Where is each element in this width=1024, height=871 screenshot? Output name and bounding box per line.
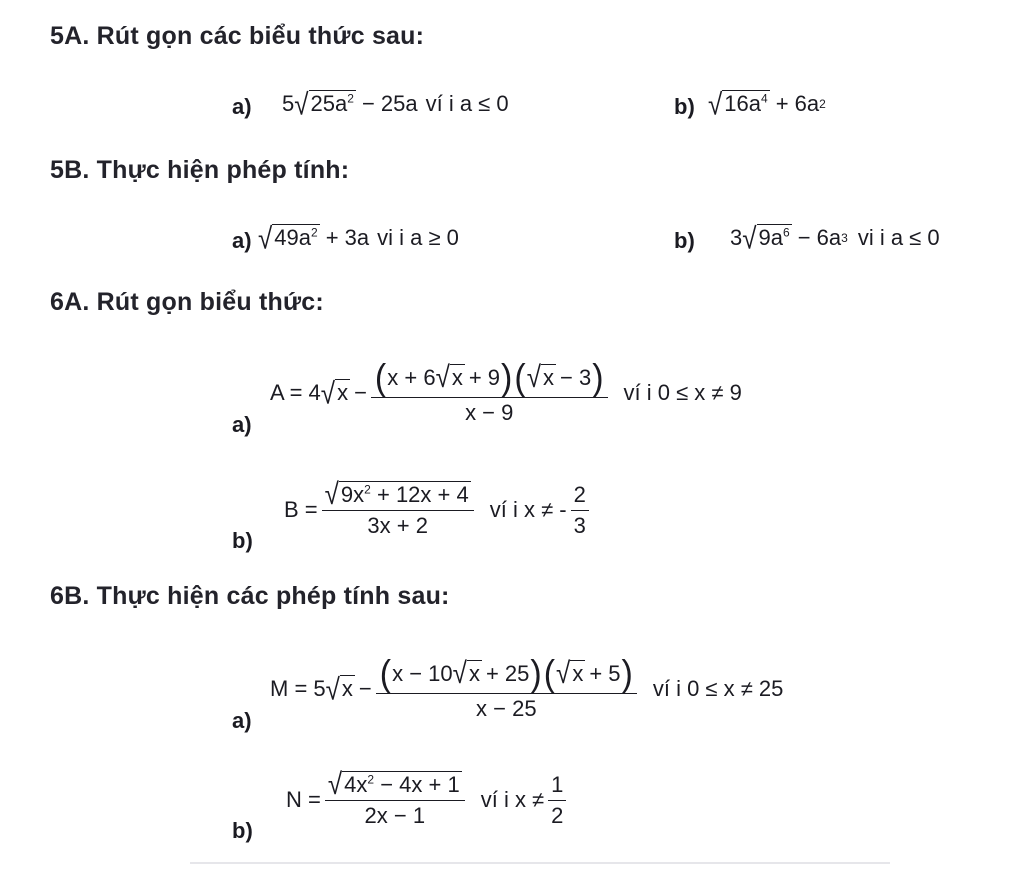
rest: − 6a 3 [797, 225, 848, 250]
sqrt [294, 86, 356, 122]
minus: − [354, 380, 367, 405]
expr-5a-b [708, 84, 826, 124]
condition: vi i a ≤ 0 [857, 225, 940, 250]
numerator: √ $9x^2 + 12x + 4$ [322, 481, 474, 511]
paren-open: ( [379, 652, 392, 695]
denominator: x − 9 [465, 399, 514, 425]
lhs: A = 4 [270, 380, 321, 405]
expr-6a-a [270, 348, 742, 438]
coef: 5 [282, 91, 295, 116]
section-6b-title: 6B. Thực hiện các phép tính sau: [50, 582, 450, 610]
expr-6b-b [286, 758, 570, 842]
expr-6b-a [270, 644, 783, 734]
rest: + 6a 2 [775, 91, 826, 116]
radical-icon: √ [294, 86, 309, 122]
radicand: $49a^2$ [274, 225, 318, 251]
paren-close: ) [530, 652, 542, 695]
coef: 3 [730, 225, 743, 250]
rest: − 25a [361, 91, 418, 116]
sqrt [742, 220, 791, 256]
condition: vi i a ≥ 0 [377, 225, 459, 250]
lhs: N = [286, 787, 321, 812]
radicand: $25a^2$ [310, 91, 354, 117]
condition: ví i a ≤ 0 [425, 91, 509, 116]
fraction [325, 766, 465, 829]
expr-5b-a [258, 218, 459, 258]
fraction [371, 356, 608, 426]
item-6b-b-label: b) [232, 818, 253, 843]
item-6a-b-label: b) [232, 528, 253, 553]
paren-open: ( [514, 356, 526, 399]
denominator: x − 25 [476, 695, 537, 721]
item-5a-b-label: b) [674, 94, 695, 119]
section-6a-title: 6A. Rút gọn biểu thức: [50, 288, 324, 316]
paren-close: ) [501, 356, 513, 399]
section-5b-title: 5B. Thực hiện phép tính: [50, 156, 350, 184]
section-5a-title: 5A. Rút gọn các biểu thức sau: [50, 22, 425, 50]
rest: + 3a [325, 225, 370, 250]
minus: − [358, 676, 372, 701]
denominator: 3x + 2 [367, 513, 428, 539]
item-5b-a-label: a) [232, 228, 252, 253]
radical-icon: √ [325, 671, 340, 707]
condition: ví i x ≠ [480, 787, 545, 812]
sqrt [708, 86, 770, 122]
radical-icon: √ [742, 220, 757, 256]
paren-open: ( [374, 356, 387, 399]
radicand: $16a^4$ [724, 91, 768, 117]
fraction [322, 476, 474, 539]
numerator: ( x − 10 √ x + 25 ) ( √ x + 5 ) [376, 657, 637, 694]
radical-icon: √ [320, 375, 336, 411]
item-5a-a-label: a) [232, 94, 252, 119]
condition: ví i 0 ≤ x ≠ 25 [652, 676, 784, 701]
item-6a-a-label: a) [232, 412, 252, 437]
numerator: ( x + 6 √ x + 9 ) ( √ x − 3 ) [371, 361, 608, 398]
radical-icon: √ [708, 86, 723, 122]
item-6b-a-label: a) [232, 708, 252, 733]
condition-fraction: $\frac{1}{2}$ [548, 772, 566, 829]
lhs: M = 5 [270, 676, 326, 701]
expr-5b-b [730, 218, 940, 258]
sqrt: √ x [325, 671, 353, 707]
condition-fraction: $\frac{2}{3}$ [571, 482, 589, 539]
numerator: √ $4x^2 - 4x + 1$ [325, 771, 465, 801]
sqrt [258, 220, 320, 256]
item-5b-b-label: b) [674, 228, 695, 253]
condition: ví i 0 ≤ x ≠ 9 [623, 380, 742, 405]
expr-6a-b [284, 468, 593, 552]
fraction [376, 652, 637, 722]
sqrt: √ x [320, 375, 349, 411]
denominator: 2x − 1 [364, 803, 426, 829]
lhs: B = [284, 497, 318, 522]
condition: ví i x ≠ - [489, 497, 567, 522]
paren-open: ( [543, 652, 556, 695]
paren-close: ) [592, 356, 604, 399]
paren-close: ) [621, 652, 633, 695]
radical-icon: √ [258, 220, 273, 256]
expr-5a-a [282, 84, 509, 124]
radicand: $9a^6$ [758, 225, 790, 251]
bottom-divider [190, 862, 890, 864]
